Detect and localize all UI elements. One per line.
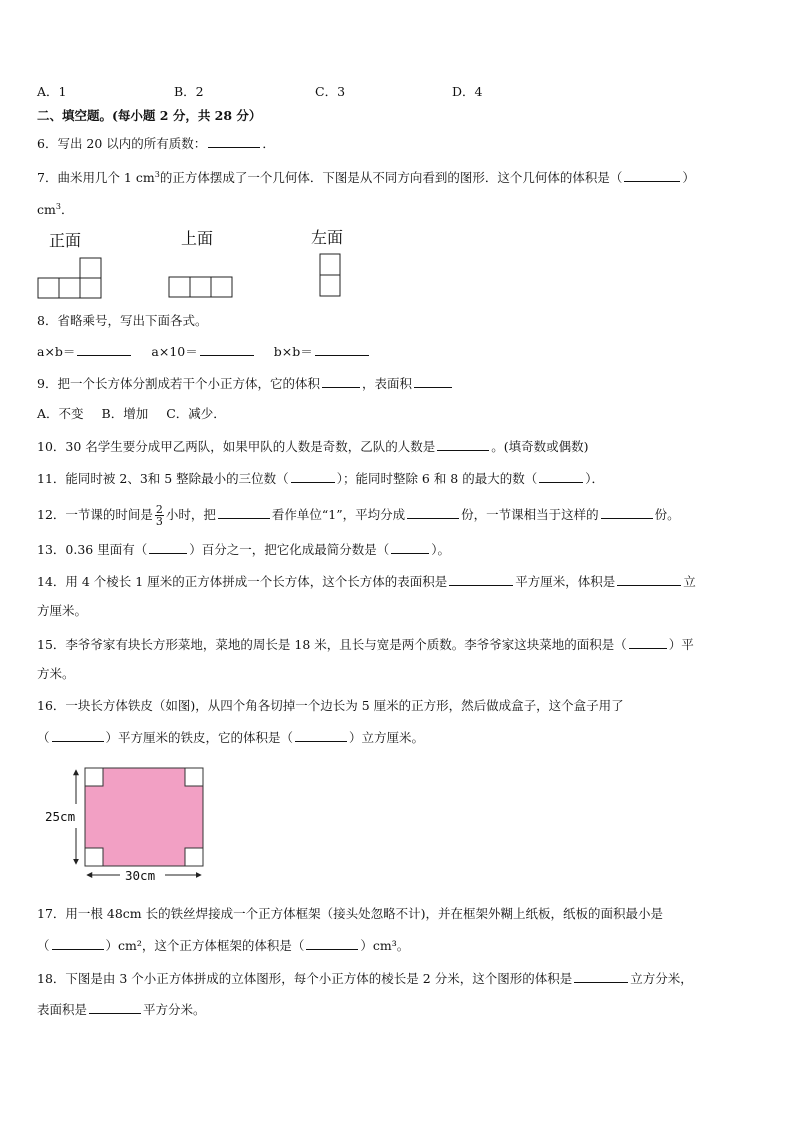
- question-18: 18．下图是由 3 个小正方体拼成的立体图形，每个小正方体的棱长是 2 分米，这个图形的体积是 立方分米，: [37, 971, 693, 986]
- question-6: 6．写出 20 以内的所有质数： ．: [37, 136, 275, 151]
- question-15: 15．李爷爷家有块长方形菜地，菜地的周长是 18 米，且长与宽是两个质数。李爷爷家这块菜地的面积是（ ）平: [37, 637, 694, 652]
- question-13: 13．0.36 里面有（ ）百分之一，把它化成最简分数是（ ）。: [37, 542, 450, 557]
- answer-blank: [449, 573, 513, 586]
- cut-corner-top-right: [185, 768, 203, 786]
- question-16-cont: （ ）平方厘米的铁皮，它的体积是（ ）立方厘米。: [37, 730, 425, 745]
- option-a: A．1: [37, 84, 67, 99]
- question-17-cont: （ ）cm²，这个正方体框架的体积是（ ）cm³。: [37, 938, 410, 953]
- answer-blank: [89, 1001, 141, 1014]
- answer-blank: [218, 506, 270, 519]
- height-label: 25cm: [45, 809, 76, 824]
- answer-blank: [407, 506, 459, 519]
- answer-blank: [391, 541, 429, 554]
- question-14: 14．用 4 个棱长 1 厘米的正方体拼成一个长方体，这个长方体的表面积是 平方厘米，体积是 立: [37, 574, 696, 589]
- answer-blank: [629, 636, 667, 649]
- answer-blank: [52, 937, 104, 950]
- answer-blank: [574, 970, 628, 983]
- left-view-figure: [318, 252, 344, 300]
- question-8-exprs: a×b＝ a×10＝ b×b＝: [37, 343, 371, 360]
- width-label: 30cm: [125, 868, 156, 883]
- option-c: C．3: [315, 84, 346, 99]
- question-14-cont: 方厘米。: [37, 603, 88, 618]
- question-7: 7．曲米用几个 1 $cm^3$的正方体摆成了一个几何体．下图是从不同方向看到的图形．这个几何体的体积是（ ）: [37, 170, 695, 186]
- cut-corner-bottom-right: [185, 848, 203, 866]
- iron-sheet-figure: [40, 764, 210, 884]
- answer-blank: [322, 375, 360, 388]
- q5-options: [37, 84, 757, 100]
- answer-blank: [601, 506, 653, 519]
- question-16: 16．一块长方体铁皮（如图)，从四个角各切掉一个边长为 5 厘米的正方形，然后做成盒子，这个盒子用了: [37, 698, 624, 713]
- question-7-unit: $cm^3$．: [37, 202, 74, 218]
- top-view-figure: [168, 274, 238, 300]
- cut-corner-bottom-left: [85, 848, 103, 866]
- view-label-front: 正面: [49, 231, 82, 250]
- answer-blank: [539, 470, 583, 483]
- fraction: $\frac{2}{3}$: [155, 503, 163, 528]
- question-9-options: A．不变 B．增加 C．减少．: [37, 406, 226, 421]
- answer-blank: [200, 343, 254, 356]
- cut-corner-top-left: [85, 768, 103, 786]
- answer-blank: [617, 573, 681, 586]
- view-label-left: 左面: [311, 228, 344, 247]
- answer-blank: [414, 375, 452, 388]
- answer-blank: [306, 937, 358, 950]
- section-title: 二、填空题。(每小题 2 分，共 28 分）: [37, 108, 262, 123]
- answer-blank: [295, 729, 347, 742]
- question-8: 8．省略乘号，写出下面各式。: [37, 313, 208, 328]
- answer-blank: [315, 343, 369, 356]
- question-9: 9．把一个长方体分割成若干个小正方体，它的体积 ，表面积: [37, 375, 454, 392]
- answer-blank: [208, 135, 260, 148]
- answer-blank: [149, 541, 187, 554]
- answer-blank: [624, 169, 680, 182]
- option-b: B．2: [174, 84, 204, 99]
- answer-blank: [77, 343, 131, 356]
- question-18-cont: 表面积是 平方分米。: [37, 1002, 206, 1017]
- question-11: 11．能同时被 2、3和 5 整除最小的三位数（ ）；能同时整除 6 和 8 的最大的数（ ）．: [37, 471, 605, 486]
- question-12: 12．一节课的时间是 $\frac{2}{3}$ 小时，把 看作单位“1”，平均分成 份，一节课相当于这样的 份。: [37, 503, 680, 528]
- question-15-cont: 方米。: [37, 666, 75, 681]
- front-view-figure: [37, 254, 107, 300]
- question-17: 17．用一根 48cm 长的铁丝焊接成一个正方体框架（接头处忽略不计)，并在框架外糊上纸板，纸板的面积最小是: [37, 906, 663, 921]
- answer-blank: [437, 438, 489, 451]
- question-10: 10．30 名学生要分成甲乙两队，如果甲队的人数是奇数，乙队的人数是 。(填奇数或偶数): [37, 439, 589, 454]
- option-d: D．4: [452, 84, 483, 99]
- answer-blank: [52, 729, 104, 742]
- answer-blank: [291, 470, 335, 483]
- view-label-top: 上面: [181, 229, 214, 248]
